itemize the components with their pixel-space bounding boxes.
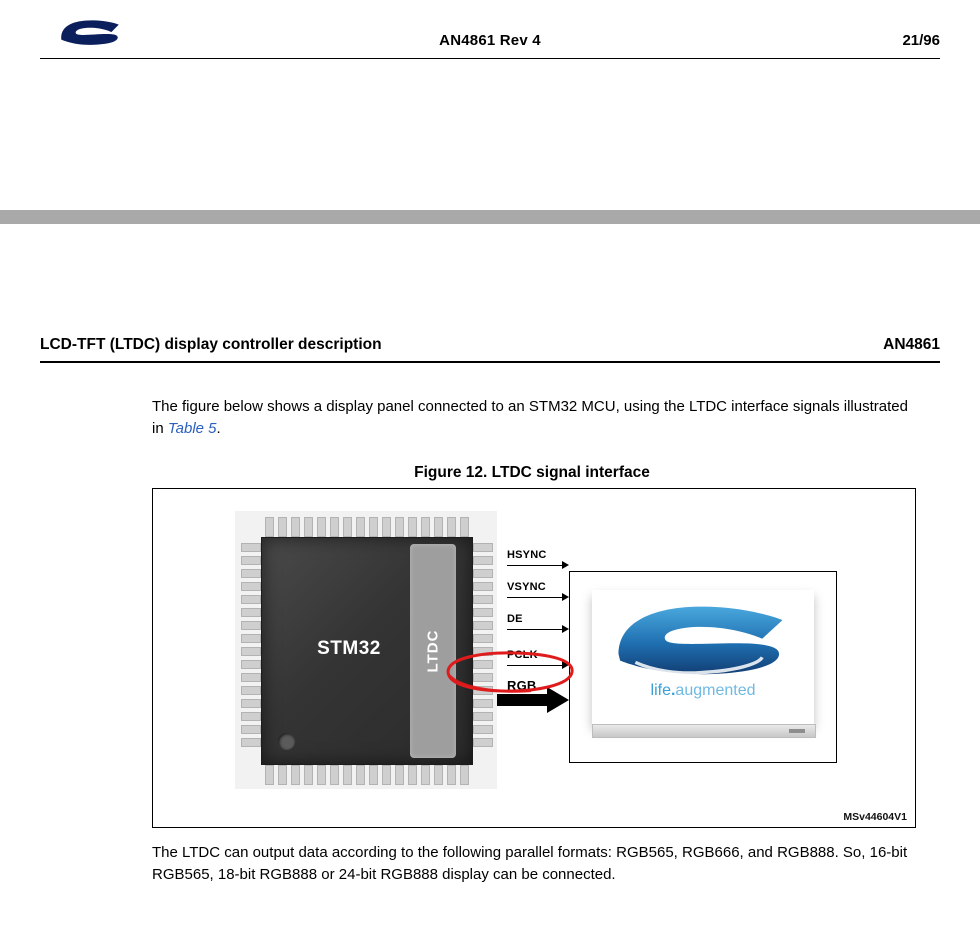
signal-line-vsync bbox=[507, 597, 565, 598]
signal-line-pclk bbox=[507, 665, 565, 666]
signal-arrow-pclk bbox=[562, 661, 569, 669]
display-panel-graphic bbox=[569, 571, 837, 763]
st-tagline bbox=[592, 682, 814, 700]
running-header-center: AN4861 Rev 4 bbox=[439, 32, 541, 49]
page-header-doc-id: AN4861 bbox=[883, 336, 940, 353]
page-header-title: LCD-TFT (LTDC) display controller description bbox=[40, 336, 382, 353]
signal-line-hsync bbox=[507, 565, 565, 566]
signal-arrow-de bbox=[562, 625, 569, 633]
panel-stand bbox=[592, 724, 816, 738]
signal-bus-rgb bbox=[497, 694, 547, 706]
chip-pin1-marker-icon bbox=[278, 733, 295, 750]
table-5-link[interactable]: Table 5 bbox=[167, 420, 217, 437]
signal-label-de: DE bbox=[507, 613, 523, 625]
page-header bbox=[40, 336, 940, 354]
signal-arrow-hsync bbox=[562, 561, 569, 569]
st-logo-icon bbox=[610, 598, 796, 676]
signal-arrow-vsync bbox=[562, 593, 569, 601]
intro-paragraph bbox=[152, 396, 912, 440]
signal-label-pclk: PCLK bbox=[507, 649, 538, 661]
tagline-augmented: augmented bbox=[675, 682, 756, 699]
ltdc-peripheral-label: LTDC bbox=[424, 629, 442, 673]
figure-caption: Figure 12. LTDC signal interface bbox=[414, 464, 650, 481]
signal-label-rgb: RGB bbox=[507, 678, 537, 693]
page-separator-band bbox=[0, 210, 980, 224]
figure-12-ltdc-signal-interface bbox=[152, 488, 916, 828]
panel-screen bbox=[592, 590, 814, 724]
intro-text-part2: . bbox=[216, 420, 221, 437]
document-page bbox=[0, 224, 980, 928]
intro-text-part1: The figure below shows a display panel connected to an STM32 MCU, using the LTDC interface signals illustrated in bbox=[152, 398, 908, 437]
tagline-life: life bbox=[650, 682, 671, 699]
header-divider bbox=[40, 58, 940, 59]
signal-label-vsync: VSYNC bbox=[507, 581, 546, 593]
running-header-page-number: 21/96 bbox=[902, 32, 940, 49]
page-header-divider bbox=[40, 361, 940, 363]
signal-arrow-rgb bbox=[547, 687, 569, 713]
previous-page-footer-area bbox=[0, 0, 980, 210]
ltdc-peripheral-block bbox=[410, 544, 456, 758]
tagline-dot: . bbox=[670, 682, 676, 699]
chip-label: STM32 bbox=[317, 638, 381, 659]
figure-id-label: MSv44604V1 bbox=[843, 811, 907, 823]
formats-paragraph: The LTDC can output data according to the following parallel formats: RGB565, RGB666, and RGB888. So, 16-bit RGB565, 18-bit RGB888 or 24-bit RGB888 display can be connected. bbox=[152, 844, 908, 883]
signal-label-hsync: HSYNC bbox=[507, 549, 547, 561]
panel-stand-detail bbox=[789, 729, 805, 733]
stm32-chip-graphic bbox=[235, 511, 497, 789]
signal-line-de bbox=[507, 629, 565, 630]
chip-package-body bbox=[261, 537, 473, 765]
